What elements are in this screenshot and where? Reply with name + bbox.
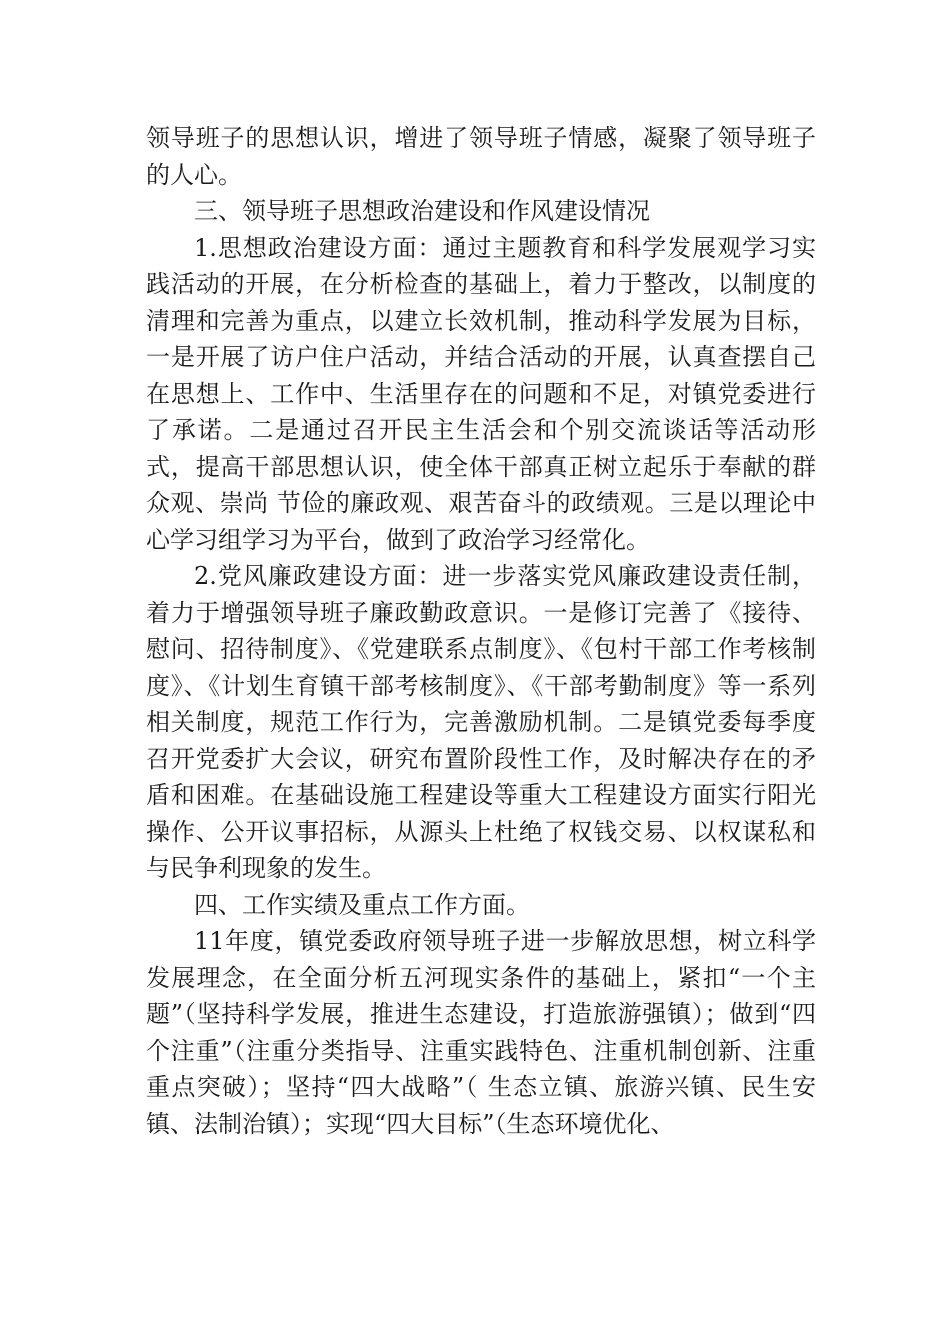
paragraph-continuation: 领导班子的思想认识，增进了领导班子情感，凝聚了领导班子的人心。	[146, 124, 816, 189]
section-heading-4: 四、工作实绩及重点工作方面。	[194, 890, 530, 919]
paragraph-ideological-building: 1.思想政治建设方面：通过主题教育和科学发展观学习实践活动的开展，在分析检查的基础上，着力于整改，以制度的清理和完善为重点，以建立长效机制，推动科学发展为目标，一是开展了访户住户活动，并结合活动的开展，认真查摆自己在思想上、工作中、生活里存在的问题和不足，对镇党委进行了承诺。二是通过召开民主生活会和个别交流谈话等活动形式，提高干部思想认识，使全体干部真正树立起乐于奉献的群众观、崇尚 节俭的廉政观、艰苦奋斗的政绩观。三是以理论中心学习组学习为平台，做到了政治学习经常化。	[146, 233, 816, 554]
paragraph-work-achievements: 11年度，镇党委政府领导班子进一步解放思想，树立科学发展理念，在全面分析五河现实条件的基础上，紧扣“一个主题”（坚持科学发展，推进生态建设，打造旅游强镇）；做到“四个注重”（注重分类指导、注重实践特色、注重机制创新、注重重点突破）；坚持“四大战略”（ 生态立镇、旅游兴镇、民生安镇、法制治镇）；实现“四大目标”（生态环境优化、	[146, 927, 816, 1138]
document-body	[146, 120, 816, 1142]
section-heading-3: 三、领导班子思想政治建设和作风建设情况	[194, 197, 650, 225]
paragraph-integrity-building: 2.党风廉政建设方面：进一步落实党风廉政建设责任制，着力于增强领导班子廉政勤政意识。一是修订完善了《接待、慰问、招待制度》、《党建联系点制度》、《包村干部工作考核制度》、《计划生育镇干部考核制度》、《干部考勤制度》等一系列相关制度，规范工作行为，完善激励机制。二是镇党委每季度召开党委扩大会议，研究布置阶段性工作，及时解决存在的矛盾和困难。在基础设施工程建设等重大工程建设方面实行阳光操作、公开议事招标，从源头上杜绝了权钱交易、以权谋私和与民争利现象的发生。	[146, 562, 816, 882]
